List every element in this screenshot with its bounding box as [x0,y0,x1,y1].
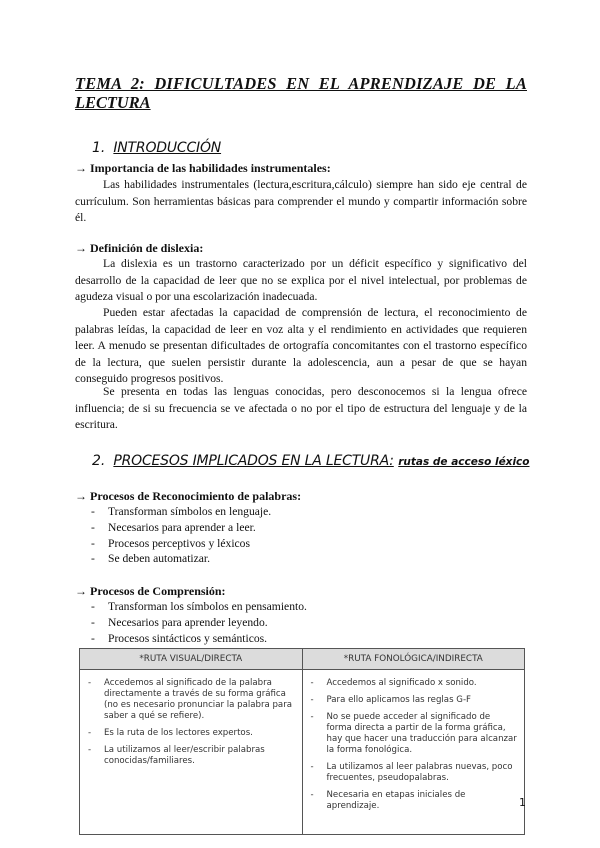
document-title-line2: LECTURA [75,93,151,112]
routes-table [79,648,525,835]
table-cell-fonologica [302,670,525,835]
table-list-item: - Para ello aplicamos las reglas G-F [309,695,519,706]
reconocimiento-heading: → Procesos de Reconocimiento de palabras: [75,489,302,503]
section2-number: 2. [92,453,106,469]
comprension-list [75,599,307,646]
section2-title: PROCESOS IMPLICADOS EN LA LECTURA: [113,453,394,469]
dislexia-text-1: La dislexia es un trastorno caracterizado por un déficit específico y significativo del desarrollo de la capacidad de leer que no se explica por el nivel intelectual, por problemas de agudeza visual o por una escolarización inadecuada. [75,257,527,303]
reconocimiento-list [75,504,271,567]
dislexia-heading: → Definición de dislexia: [75,241,204,255]
dislexia-paragraph-1 [75,256,527,306]
table-list-item: - Necesaria en etapas iniciales de aprendizaje. [309,790,519,812]
dislexia-text-2: Pueden estar afectadas la capacidad de comprensión de lectura, el reconocimiento de palabras leídas, la capacidad de leer en voz alta y el rendimiento en actividades que requieren leer. A menudo se presentan dificultades de ortografía concomitantes con el trastorno específico de la lectura, que suelen persistir durante la adolescencia, aun a pesar de que se hayan conseguido progresos positivos. [75,306,527,385]
importancia-text: Las habilidades instrumentales (lectura,escritura,cálculo) siempre han sido eje central de currículum. Son herramientas básicas para comprender el mundo y compartir información sobre él. [75,178,527,224]
list-item: - Procesos sintácticos y semánticos. [75,631,307,647]
table-header-fonologica: *RUTA FONOLÓGICA/INDIRECTA [302,649,525,670]
list-item: - Transforman símbolos en lenguaje. [75,504,271,520]
dislexia-paragraph-3 [75,384,527,434]
importancia-paragraph [75,177,527,227]
table-list-item: - Es la ruta de los lectores expertos. [86,728,296,739]
dislexia-text-3: Se presenta en todas las lenguas conocidas, pero desconocemos si la lengua ofrece influencia; de si su frecuencia se ve afectada o no por el tipo de estructura del lenguaje y de la escritura. [75,385,527,431]
table-list-item: - No se puede acceder al significado de forma directa a partir de la forma gráfica, hay que hacer una traducción para alcanzar la forma fonológica. [309,712,519,756]
table-header-visual: *RUTA VISUAL/DIRECTA [80,649,303,670]
section2-subtitle: rutas de acceso léxico [398,456,530,468]
table-list-item: - La utilizamos al leer/escribir palabras conocidas/familiares. [86,745,296,767]
table-list-item: - Accedemos al significado x sonido. [309,678,519,689]
list-item: - Transforman los símbolos en pensamiento. [75,599,307,615]
page-number: 1 [519,796,526,809]
comprension-heading: → Procesos de Comprensión: [75,584,226,598]
document-title-line1: TEMA 2: DIFICULTADES EN EL APRENDIZAJE DE LA [75,74,527,93]
section2-heading [92,452,530,471]
table-cell-visual [80,670,303,835]
section1-number: 1. [92,140,106,156]
table-list-item: - Accedemos al significado de la palabra directamente a través de su forma gráfica (no es necesario pronunciar la palabra para saber a qué se refiere). [86,678,296,722]
list-item: - Se deben automatizar. [75,551,271,567]
section1-title: INTRODUCCIÓN [113,140,222,156]
dislexia-paragraph-2 [75,305,527,388]
table-list-item: - La utilizamos al leer palabras nuevas, poco frecuentes, pseudopalabras. [309,762,519,784]
list-item: - Necesarios para aprender a leer. [75,520,271,536]
importancia-heading: → Importancia de las habilidades instrumentales: [75,161,331,175]
section1-heading [92,139,221,157]
list-item: - Necesarios para aprender leyendo. [75,615,307,631]
list-item: - Procesos perceptivos y léxicos [75,536,271,552]
